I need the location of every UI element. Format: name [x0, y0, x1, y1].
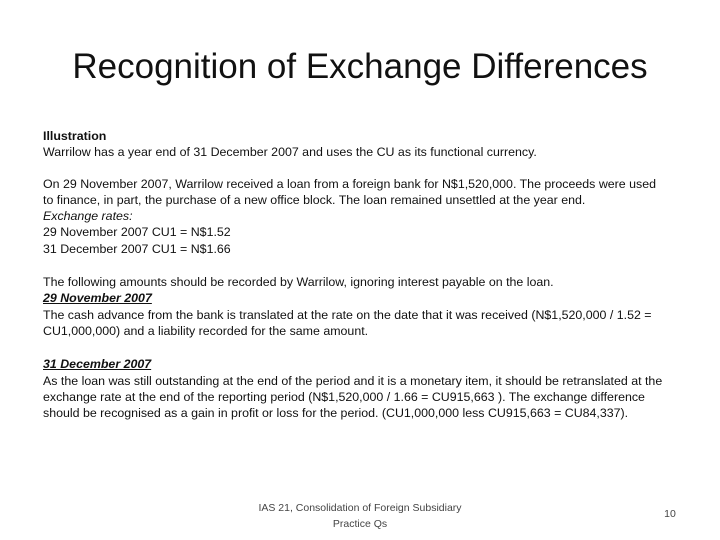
page-number: 10: [664, 508, 676, 520]
slide-footer: IAS 21, Consolidation of Foreign Subsidiary Practice Qs: [258, 502, 462, 530]
intro-text: Warrilow has a year end of 31 December 2007 and uses the CU as its functional currency.: [43, 145, 537, 160]
exchange-rates-heading: Exchange rates:: [43, 209, 133, 224]
amounts-intro: The following amounts should be recorded by Warrilow, ignoring interest payable on the loan.: [43, 275, 554, 290]
illustration-heading: Illustration: [43, 129, 107, 143]
loan-paragraph: On 29 November 2007, Warrilow received a loan from a foreign bank for N$1,520,000. The proceeds were used to finance, in part, the purchase of a new office block. The loan remained unsettled at the year end.: [43, 176, 656, 207]
exchange-rate-1: 29 November 2007 CU1 = N$1.52: [43, 225, 231, 240]
slide-body: [43, 128, 668, 421]
december-text: As the loan was still outstanding at the end of the period and it is a monetary item, it should be retranslated at the exchange rate at the end of the reporting period (N$1,520,000 / 1.66 = CU915,663 ). The exchange difference should be recognised as a gain in profit or loss for the period. (CU1,000,000 less CU915,663 = CU84,337).: [43, 373, 663, 421]
date-heading-december: 31 December 2007: [43, 357, 152, 372]
november-text: The cash advance from the bank is translated at the rate on the date that it was received (N$1,520,000 / 1.52 = CU1,000,000) and a liability recorded for the same amount.: [43, 307, 652, 338]
date-heading-november: 29 November 2007: [43, 291, 152, 306]
slide-title: Recognition of Exchange Differences: [72, 47, 648, 86]
exchange-rate-2: 31 December 2007 CU1 = N$1.66: [43, 241, 231, 256]
